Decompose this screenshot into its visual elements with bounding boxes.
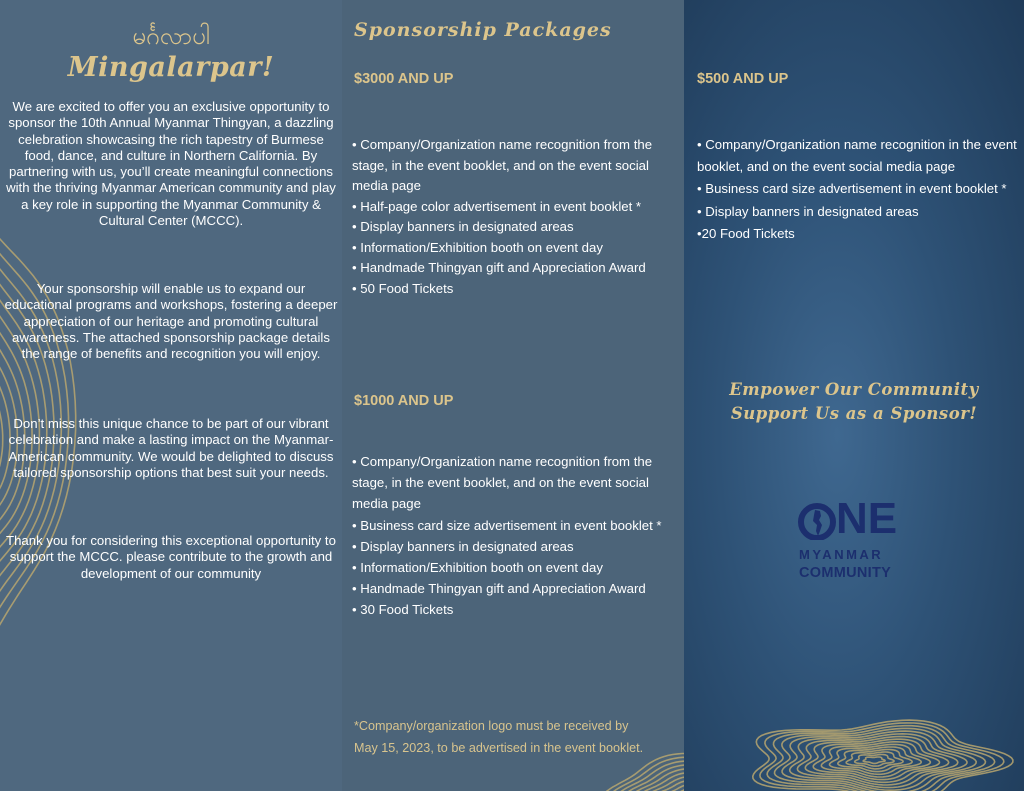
logo-one-text: NE: [836, 494, 898, 543]
greeting-burmese: မင်္ဂလာပါ: [132, 22, 210, 50]
list-item: •20 Food Tickets: [697, 225, 795, 241]
right-panel: [684, 0, 1024, 791]
sponsorship-benefit-paragraph: Your sponsorship will enable us to expand our educational programs and workshops, fostering a deeper appreciation of our heritage and promoting cultural awareness. The attached sponsorship package details the range of benefits and recognition you will enjoy.: [4, 281, 338, 362]
tier-500-benefits: [697, 134, 1019, 245]
list-item: • Display banners in designated areas: [352, 219, 574, 234]
list-item: • Company/Organization name recognition from the stage, in the event booklet, and on the event social media page: [352, 454, 653, 512]
list-item: • Information/Exhibition booth on event day: [352, 560, 603, 576]
list-item: • Business card size advertisement in event booklet *: [697, 181, 1007, 197]
list-item: • Handmade Thingyan gift and Appreciation Award: [352, 581, 646, 597]
list-item: • Company/Organization name recognition from the stage, in the event booklet, and on the event social media page: [352, 137, 653, 193]
myanmar-map-o-icon: [796, 498, 838, 540]
list-item: • Display banners in designated areas: [697, 203, 919, 219]
logo-community-text: COMMUNITY: [799, 565, 892, 581]
list-item: • 30 Food Tickets: [352, 602, 454, 618]
logo-myanmar-text: MYANMAR: [799, 547, 884, 562]
cta-line-1: Empower Our Community: [729, 380, 979, 399]
one-myanmar-community-logo: [796, 494, 916, 589]
tier-1000-heading: $1000 AND UP: [354, 393, 454, 409]
list-item: • Display banners in designated areas: [352, 538, 574, 554]
middle-panel: [342, 0, 684, 791]
greeting-english: Mingalarpar!: [67, 52, 275, 83]
list-item: • 50 Food Tickets: [352, 280, 454, 296]
intro-paragraph: We are excited to offer you an exclusive opportunity to sponsor the 10th Annual Myanmar Thingyan, a dazzling celebration showcasing the rich tapestry of Burmese food, dance, and culture in Northern California. By partnering with us, you’ll create meaningful connections with the thriving Myanmar American community and play a key role in supporting the Myanmar Community & Cultural Center (MCCC).: [6, 99, 336, 229]
list-item: • Company/Organization name recognition in the event booklet, and on the event social media page: [697, 137, 1017, 175]
tier-3000-benefits: [352, 135, 680, 299]
tier-500-heading: $500 AND UP: [697, 71, 789, 87]
list-item: • Handmade Thingyan gift and Appreciation Award: [352, 260, 646, 275]
list-item: • Half-page color advertisement in event booklet *: [352, 198, 642, 214]
cta-line-2: Support Us as a Sponsor!: [730, 404, 978, 423]
left-panel: [0, 0, 342, 791]
invitation-paragraph: Don’t miss this unique chance to be part of our vibrant celebration and make a lasting impact on the Myanmar-American community. We would be delighted to discuss tailored sponsorship options that best suit your needs.: [8, 416, 334, 480]
thank-you-paragraph: Thank you for considering this exceptional opportunity to support the MCCC. please contribute to the growth and development of our community: [6, 533, 336, 581]
list-item: • Information/Exhibition booth on event day: [352, 239, 603, 255]
sponsor-call-to-action: [684, 378, 1024, 426]
logo-deadline-note: *Company/organization logo must be received by May 15, 2023, to be advertised in the event booklet.: [354, 719, 644, 755]
tier-1000-benefits: [352, 451, 680, 621]
list-item: • Business card size advertisement in event booklet *: [352, 517, 662, 533]
packages-title: Sponsorship Packages: [354, 19, 612, 41]
tier-3000-heading: $3000 AND UP: [354, 71, 454, 87]
